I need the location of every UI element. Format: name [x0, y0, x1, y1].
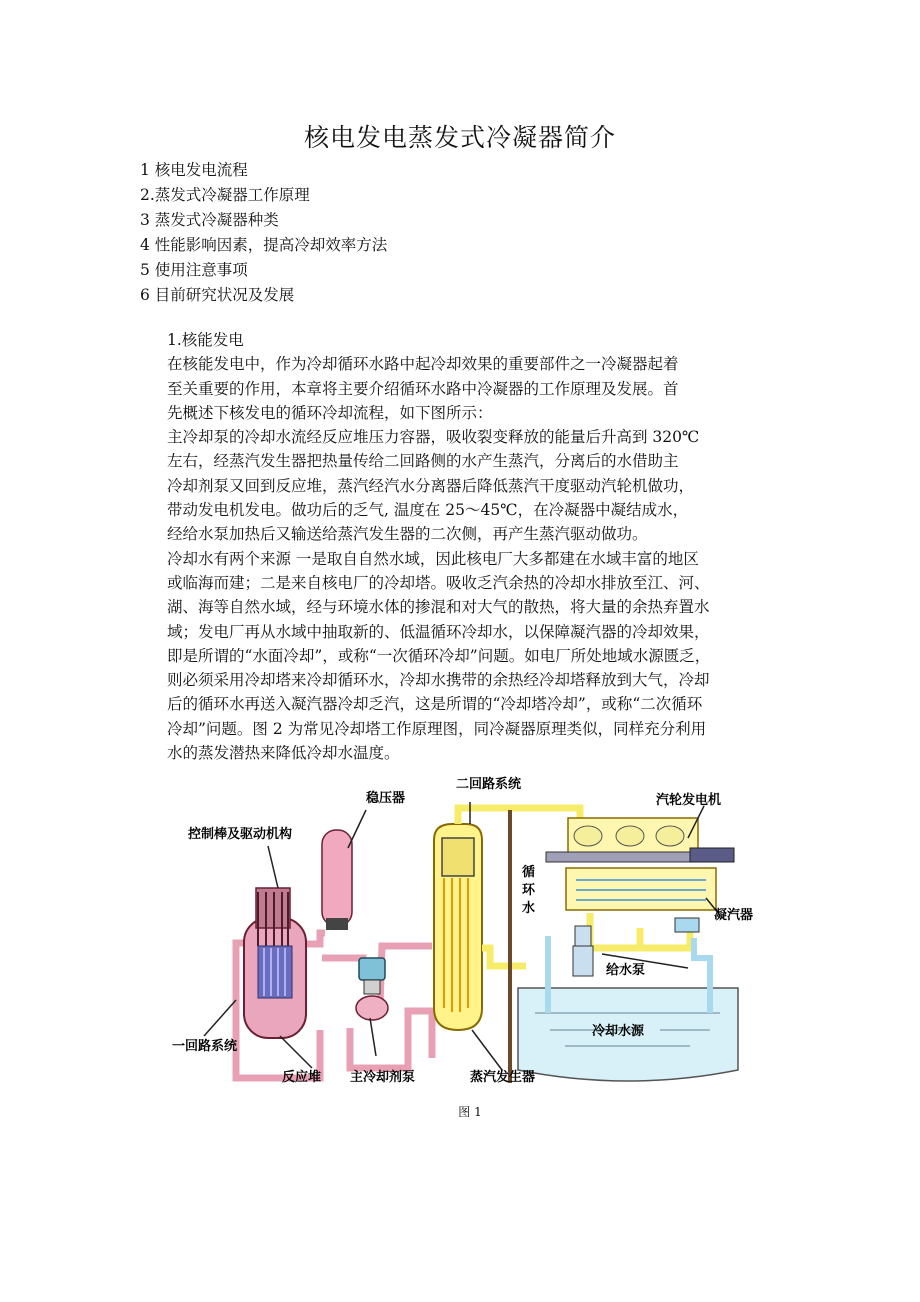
- text-line: 即是所谓的“水面冷却”，或称“一次循环冷却”问题。如电厂所处地域水源匮乏，: [167, 646, 711, 665]
- label-main-pump: 主冷却剂泵: [350, 1070, 416, 1085]
- text-line: 先概述下核发电的循环冷却流程，如下图所示：: [167, 403, 493, 422]
- label-secondary-loop: 二回路系统: [456, 777, 522, 792]
- label-circulating-water: 循: [522, 865, 536, 880]
- text-line: 带动发电机发电。做功后的乏气, 温度在 25～45℃，在冷凝器中凝结成水，: [167, 501, 689, 520]
- label-reactor: 反应堆: [282, 1070, 322, 1085]
- text-line: 冷却水有两个来源 一是取自自然水域，因此核电厂大多都建在水域丰富的地区: [167, 549, 699, 568]
- feed-water-pump: [573, 926, 593, 976]
- label-circulating-water: 水: [522, 901, 536, 916]
- text-line: 至关重要的作用，本章将主要介绍循环水路中冷凝器的工作原理及发展。首: [167, 379, 679, 398]
- label-cooling-source: 冷却水源: [592, 1024, 645, 1039]
- toc-item: 6 目前研究状况及发展: [140, 286, 295, 304]
- turbine-generator: [546, 818, 734, 862]
- label-steam-generator: 蒸汽发生器: [470, 1070, 536, 1085]
- text-line: 主冷却泵的冷却水流经反应堆压力容器，吸收裂变释放的能量后升高到 320℃: [167, 428, 700, 447]
- body-paragraph: [167, 352, 807, 765]
- pressurizer: [322, 830, 352, 930]
- text-line: 或临海而建；二是来自核电厂的冷却塔。吸收乏汽余热的冷却水排放至江、河、: [167, 573, 710, 592]
- label-turbine-generator: 汽轮发电机: [656, 793, 722, 808]
- condensate-pump: [675, 918, 699, 932]
- figure-caption: 图 1: [458, 1105, 482, 1119]
- toc-item: 2.蒸发式冷凝器工作原理: [140, 186, 310, 204]
- text-line: 域；发电厂再从水域中抽取新的、低温循环冷却水，以保障凝汽器的冷却效果，: [167, 622, 710, 641]
- label-feed-pump: 给水泵: [606, 963, 646, 978]
- table-of-contents: [140, 158, 387, 308]
- condenser: [566, 868, 716, 910]
- text-line: 经给水泵加热后又输送给蒸汽发生器的二次侧，再产生蒸汽驱动做功。: [167, 525, 648, 544]
- toc-item: 5 使用注意事项: [140, 261, 248, 279]
- label-control-rods: 控制棒及驱动机构: [188, 827, 293, 842]
- text-line: 则必须采用冷却塔来冷却循环水，冷却水携带的余热经冷却塔释放到大气，冷却: [167, 671, 710, 690]
- toc-item: 3 蒸发式冷凝器种类: [140, 211, 279, 229]
- text-line: 湖、海等自然水域，经与环境水体的掺混和对大气的散热，将大量的余热弃置水: [167, 598, 710, 617]
- label-primary-loop: 一回路系统: [172, 1039, 238, 1054]
- section-nuclear-power: [167, 328, 807, 765]
- diagram-svg: [170, 768, 762, 1096]
- label-pressurizer: 稳压器: [366, 791, 406, 806]
- reactor-vessel: [244, 888, 306, 1038]
- label-circulating-water: 环: [522, 883, 536, 898]
- text-line: 后的循环水再送入凝汽器冷却乏汽，这是所谓的“冷却塔冷却”，或称“二次循环: [167, 695, 703, 714]
- text-line: 冷却剂泵又回到反应堆，蒸汽经汽水分离器后降低蒸汽干度驱动汽轮机做功，: [167, 476, 695, 495]
- text-line: 冷却”问题。图 2 为常见冷却塔工作原理图，同冷凝器原理类似，同样充分利用: [167, 719, 707, 738]
- label-condenser: 凝汽器: [714, 908, 754, 923]
- document-title: 核电发电蒸发式冷凝器简介: [303, 123, 616, 152]
- text-line: 水的蒸发潜热来降低冷却水温度。: [167, 744, 400, 763]
- toc-item: 1 核电发电流程: [140, 161, 248, 179]
- steam-generator: [434, 824, 482, 1030]
- text-line: 在核能发电中，作为冷却循环水路中起冷却效果的重要部件之一冷凝器起着: [167, 355, 679, 374]
- nuclear-plant-diagram: [170, 768, 762, 1096]
- section-heading: 1.核能发电: [167, 331, 244, 349]
- toc-item: 4 性能影响因素，提高冷却效率方法: [140, 236, 388, 254]
- text-line: 左右，经蒸汽发生器把热量传给二回路侧的水产生蒸汽，分离后的水借助主: [167, 452, 679, 471]
